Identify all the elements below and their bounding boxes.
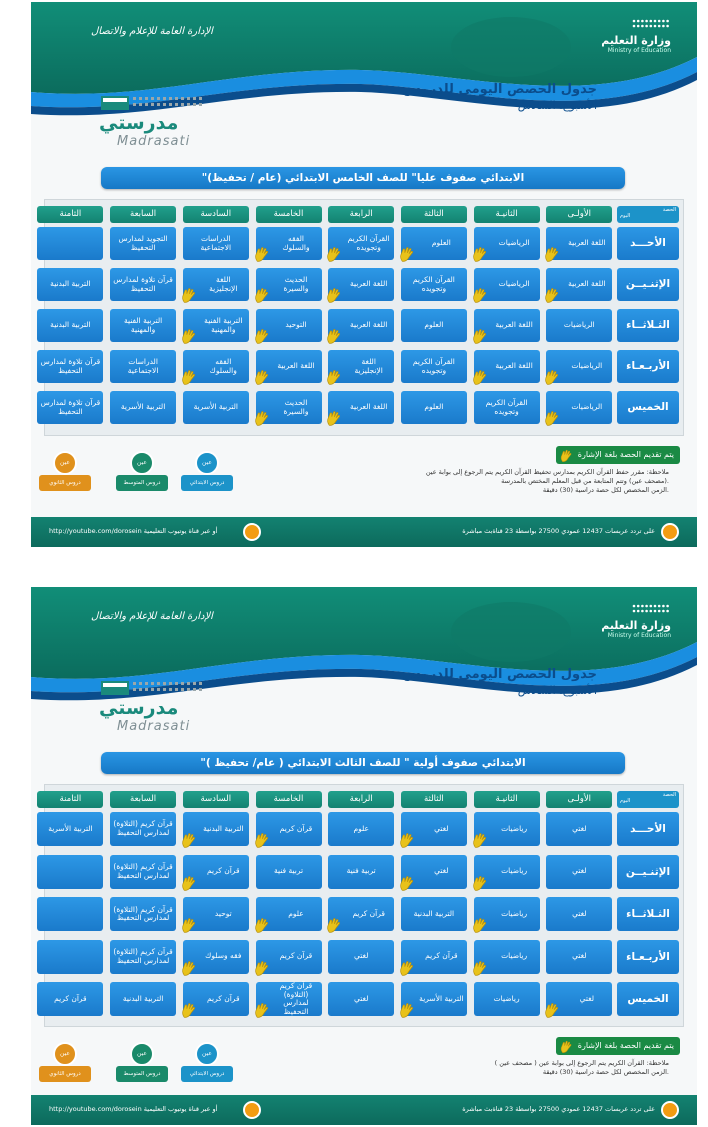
cell-subject: العلوم [424, 320, 444, 330]
schedule-cell [328, 940, 394, 974]
schedule-cell [401, 897, 467, 931]
cell-subject: قرآن تلاوة لمدارس التحفيظ [113, 274, 173, 293]
cell-subject: التربية الفنية والمهنية [204, 315, 243, 334]
cell-subject: لغتي [579, 994, 594, 1004]
sign-language-icon [253, 287, 270, 304]
cell-subject: اللغة العربية [495, 361, 533, 371]
cell-subject: العلوم [431, 238, 451, 248]
cell-subject: لغتي [434, 866, 449, 876]
ministry-logo [541, 18, 671, 54]
sign-language-icon [471, 287, 488, 304]
cell-subject: التربية البدنية [122, 994, 164, 1004]
schedule-cell [328, 227, 394, 260]
schedule-cell [110, 391, 176, 424]
schedule-cell [474, 982, 540, 1016]
badge-label: دروس المتوسط [116, 1066, 168, 1082]
schedule-cell [183, 812, 249, 846]
schedule-cell [183, 227, 249, 260]
schedule-cell [183, 309, 249, 342]
sign-language-icon [253, 369, 270, 386]
footer-bar [31, 517, 697, 547]
gov-text: الإدارة العامة للإعلام والاتصال [91, 26, 213, 37]
sign-language-text: يتم تقديم الحصة بلغة الإشارة [577, 1041, 674, 1050]
schedule-cell [183, 350, 249, 383]
sign-language-icon [253, 246, 270, 263]
day-label: الإثنـيــن [617, 268, 679, 301]
period-header: الرابعة [328, 206, 394, 223]
schedule-cell [401, 982, 467, 1016]
schedule-cell [37, 391, 103, 424]
schedule-cell [110, 227, 176, 260]
schedule-cell [110, 812, 176, 846]
schedule-cell [474, 897, 540, 931]
week-label: الأسبوع: السادس [517, 99, 597, 112]
logo-text-ar: مدرستي [99, 112, 179, 134]
schedule-cell [183, 391, 249, 424]
badge-label: دروس الابتدائي [181, 1066, 233, 1082]
satellite-frequency-text: على تردد عربسات 12437 عمودي 27500 بواسطة 23 قناةبث مباشرة [462, 1105, 655, 1113]
schedule-cell [328, 350, 394, 383]
schedule-cell [401, 309, 467, 342]
cell-subject: القرآن الكريم وتجويده [347, 233, 390, 252]
sign-language-icon [253, 328, 270, 345]
cell-subject: التربية البدنية [50, 279, 91, 289]
logo-text-en: Madrasati [117, 719, 191, 734]
cell-subject: قرآن كريم [279, 951, 313, 961]
sign-language-icon [180, 328, 197, 345]
youtube-channel-text[interactable]: http://youtube.com/dorosein أو عبر قناة يوتيوب التعليمية [49, 527, 218, 535]
schedule-cell [110, 309, 176, 342]
cell-subject: علوم [353, 823, 369, 833]
schedule-cell [256, 391, 322, 424]
cell-subject: الرياضيات [571, 402, 603, 412]
schedule-cell [401, 268, 467, 301]
cell-subject: التربية البدنية [413, 908, 455, 918]
cell-subject: توحيد [214, 908, 232, 918]
cell-subject: قرآن كريم [207, 866, 240, 876]
period-header: الثالثة [401, 206, 467, 223]
period-header: الثانيـة [474, 206, 540, 223]
schedule-poster-grade5 [31, 2, 697, 547]
period-header: الرابعة [328, 791, 394, 808]
cell-subject: قرآن كريم [425, 951, 458, 961]
middle-lessons-badge[interactable] [116, 1042, 168, 1082]
sign-language-icon [559, 449, 573, 463]
schedule-cell [37, 309, 103, 342]
sign-language-icon [325, 410, 342, 427]
schedule-cell [401, 391, 467, 424]
cell-subject: تربية فنية [346, 866, 376, 876]
corner-day-label: اليوم [620, 213, 631, 219]
secondary-lessons-badge[interactable] [39, 451, 91, 491]
ministry-logo [541, 603, 671, 639]
sign-language-icon [543, 287, 560, 304]
corner-period-label: الحصة [662, 207, 676, 213]
period-header: السابعة [110, 206, 176, 223]
schedule-cell [474, 940, 540, 974]
ein-logo: عين [53, 1042, 77, 1066]
cell-subject: اللغة العربية [277, 361, 315, 371]
schedule-cell [183, 940, 249, 974]
madrasati-logo [99, 677, 219, 737]
cell-subject: لغتي [572, 823, 587, 833]
logo-text-en: Madrasati [117, 134, 191, 149]
sign-language-icon [471, 917, 488, 934]
schedule-cell [256, 350, 322, 383]
day-label: الأربـعـاء [617, 350, 679, 383]
cell-subject: الرياضيات [571, 361, 603, 371]
corner-period-label: الحصة [662, 792, 676, 798]
week-label: الأسبوع: السادس [517, 684, 597, 697]
sign-language-icon [543, 410, 560, 427]
cell-subject: الرياضيات [498, 238, 530, 248]
cell-subject: قرآن كريم [207, 994, 240, 1004]
cell-subject: قرآن كريم [279, 823, 313, 833]
sign-language-icon [398, 960, 415, 977]
schedule-cell [37, 227, 103, 260]
cell-subject: لغتي [572, 908, 587, 918]
schedule-cell [328, 268, 394, 301]
period-header: الثامنة [37, 791, 103, 808]
cell-subject: فقه وسلوك [205, 951, 242, 961]
gov-text: الإدارة العامة للإعلام والاتصال [91, 611, 213, 622]
sign-language-icon [471, 960, 488, 977]
cell-subject: رياضيات [493, 994, 520, 1004]
cell-subject: اللغة الإنجليزية [209, 274, 238, 293]
cell-subject: رياضيات [501, 866, 528, 876]
cell-subject: التربية الأسرية [48, 823, 93, 833]
day-label: الأحـــد [617, 227, 679, 260]
schedule-cell [401, 940, 467, 974]
schedule-cell [110, 268, 176, 301]
schedule-cell [328, 982, 394, 1016]
cell-subject: قرآن كريم (التلاوة) لمدارس التحفيظ [113, 904, 173, 923]
cell-subject: التربية البدنية [50, 320, 91, 330]
sign-language-icon [325, 287, 342, 304]
period-header: الثانيـة [474, 791, 540, 808]
sign-language-icon [180, 1002, 197, 1019]
cell-subject: علوم [288, 908, 304, 918]
schedule-cell [546, 897, 612, 931]
schedule-cell [110, 940, 176, 974]
page-title: جدول الحصص اليومي للدروس [402, 82, 597, 97]
cell-subject: قرآن تلاوة لمدارس التحفيظ [40, 356, 101, 375]
grade-banner: "الابتدائي صفوف أولية " للصف الثالث الابتدائي ( عام/ تحفيظ ) [101, 752, 625, 774]
schedule-cell [546, 982, 612, 1016]
ministry-name-ar: وزارة التعليم [601, 619, 671, 632]
ein-logo: عين [195, 451, 219, 475]
schedule-cell [401, 812, 467, 846]
sign-language-icon [398, 832, 415, 849]
sign-language-icon [471, 832, 488, 849]
satellite-frequency-text: على تردد عربسات 12437 عمودي 27500 بواسطة 23 قناةبث مباشرة [462, 527, 655, 535]
sign-language-icon [543, 1002, 560, 1019]
day-label: الخميس [617, 391, 679, 424]
logo-text-ar: مدرستي [99, 697, 179, 719]
cell-subject: التجويد لمدارس التحفيظ [118, 233, 168, 252]
schedule-cell [37, 940, 103, 974]
schedule-cell [256, 897, 322, 931]
schedule-cell [401, 855, 467, 889]
schedule-cell [256, 227, 322, 260]
ein-logo: عين [130, 451, 154, 475]
sign-language-icon [253, 410, 270, 427]
sign-language-icon [180, 875, 197, 892]
youtube-channel-text[interactable]: http://youtube.com/dorosein أو عبر قناة يوتيوب التعليمية [49, 1105, 218, 1113]
sign-language-icon [325, 328, 342, 345]
sign-language-icon [559, 1040, 573, 1054]
sign-language-icon [253, 917, 270, 934]
sign-language-icon [180, 917, 197, 934]
schedule-notes [419, 1059, 669, 1077]
schedule-cell [546, 391, 612, 424]
cell-subject: الدراسات الاجتماعية [127, 356, 159, 375]
period-header: السابعة [110, 791, 176, 808]
ein-logo: عين [195, 1042, 219, 1066]
schedule-table [40, 199, 684, 436]
cell-subject: اللغة العربية [495, 320, 533, 330]
title-block [403, 82, 597, 112]
cell-subject: رياضيات [501, 908, 528, 918]
sign-language-icon [325, 246, 342, 263]
day-label: الإثنـيــن [617, 855, 679, 889]
cell-subject: الدراسات الاجتماعية [200, 233, 232, 252]
cell-subject: لغتي [353, 994, 369, 1004]
cell-subject: رياضيات [501, 951, 528, 961]
note-line: ملاحظة: مقرر حفظ القرآن الكريم بمدارس تحفيظ القرآن الكريم يتم الرجوع إلى بوابة عين (مصحف عين) وتتم المتابعة من قبل المعلم المختص بالمدرسة. [425, 468, 669, 485]
madrasati-logo [99, 92, 219, 152]
sign-language-icon [471, 875, 488, 892]
note-line: ملاحظة: القرآن الكريم يتم الرجوع إلى بوابة عين ( مصحف عين ) [494, 1059, 669, 1067]
sign-language-icon [180, 960, 197, 977]
schedule-cell [110, 982, 176, 1016]
schedule-cell [546, 309, 612, 342]
period-header: الأولـى [546, 791, 612, 808]
cell-subject: اللغة العربية [568, 238, 606, 248]
ein-channel-icon [243, 1101, 261, 1119]
page-title: جدول الحصص اليومي للدروس [402, 667, 597, 682]
schedule-cell [37, 350, 103, 383]
period-header: الثامنة [37, 206, 103, 223]
cell-subject: اللغة العربية [350, 402, 388, 412]
schedule-cell [474, 812, 540, 846]
sign-language-text: يتم تقديم الحصة بلغة الإشارة [577, 450, 674, 459]
day-label: الثـلاثــاء [617, 309, 679, 342]
schedule-cell [110, 897, 176, 931]
schedule-cell [37, 982, 103, 1016]
cell-subject: القرآن الكريم وتجويده [412, 356, 455, 375]
ein-logo: عين [53, 451, 77, 475]
schedule-cell [328, 391, 394, 424]
schedule-cell [183, 855, 249, 889]
cell-subject: قرآن كريم (التلاوة) لمدارس التحفيظ [113, 947, 173, 965]
cell-subject: اللغة الإنجليزية [354, 356, 383, 375]
sign-language-icon [253, 1002, 270, 1019]
schedule-cell [37, 855, 103, 889]
sign-language-icon [180, 832, 197, 849]
cell-subject: التربية الفنية والمهنية [123, 315, 163, 334]
schedule-cell [474, 391, 540, 424]
schedule-cell [474, 309, 540, 342]
schedule-cell [37, 268, 103, 301]
schedule-cell [328, 309, 394, 342]
sign-language-icon [180, 369, 197, 386]
cell-subject: القرآن الكريم وتجويده [485, 397, 528, 416]
period-header: الثالثة [401, 791, 467, 808]
cell-subject: الرياضيات [498, 279, 530, 289]
cell-subject: التربية البدنية [203, 823, 244, 833]
schedule-notes [419, 468, 669, 494]
sign-language-note [556, 1037, 680, 1055]
badge-label: دروس الابتدائي [181, 475, 233, 491]
cell-subject: قرآن كريم [54, 994, 87, 1004]
sign-language-icon [398, 875, 415, 892]
cell-subject: قرآن تلاوة لمدارس التحفيظ [40, 397, 101, 416]
ministry-name-ar: وزارة التعليم [601, 34, 671, 47]
day-label: الأربـعـاء [617, 940, 679, 974]
schedule-cell [256, 812, 322, 846]
ein-channel-icon [243, 523, 261, 541]
schedule-cell [110, 855, 176, 889]
schedule-cell [474, 855, 540, 889]
sign-language-icon [325, 917, 342, 934]
cell-subject: لغتي [572, 951, 587, 961]
schedule-cell [401, 227, 467, 260]
badge-label: دروس المتوسط [116, 475, 168, 491]
corner-cell [617, 791, 679, 808]
schedule-cell [183, 982, 249, 1016]
period-header: الأولـى [546, 206, 612, 223]
sign-language-icon [325, 369, 342, 386]
ein-tv-icon [661, 1101, 679, 1119]
ein-tv-icon [661, 523, 679, 541]
schedule-poster-grade3 [31, 587, 697, 1125]
badge-label: دروس الثانوي [39, 1066, 91, 1082]
sign-language-icon [471, 328, 488, 345]
corner-day-label: اليوم [620, 798, 631, 804]
schedule-table [44, 784, 684, 1027]
schedule-cell [546, 350, 612, 383]
note-line: الزمن المخصص لكل حصة دراسية (30) دقيقة. [542, 485, 669, 494]
cell-subject: الحديث والسيرة [283, 274, 309, 293]
period-header: الخامسة [256, 206, 322, 223]
ein-logo: عين [130, 1042, 154, 1066]
day-label: الأحـــد [617, 812, 679, 846]
cell-subject: لغتي [353, 951, 369, 961]
cell-subject: القرآن الكريم وتجويده [412, 274, 455, 293]
cell-subject: العلوم [424, 402, 444, 412]
cell-subject: الرياضيات [563, 320, 595, 330]
period-header: السادسة [183, 206, 249, 223]
schedule-cell [37, 897, 103, 931]
schedule-cell [546, 855, 612, 889]
middle-lessons-badge[interactable] [116, 451, 168, 491]
sign-language-icon [471, 246, 488, 263]
schedule-cell [474, 350, 540, 383]
cell-subject: التوحيد [285, 320, 307, 330]
schedule-cell [256, 268, 322, 301]
schedule-cell [401, 350, 467, 383]
sign-language-icon [471, 369, 488, 386]
cell-subject: لغتي [434, 823, 449, 833]
schedule-cell [474, 268, 540, 301]
cell-subject: لغتي [572, 866, 587, 876]
corner-cell [617, 206, 679, 223]
cell-subject: الحديث والسيرة [283, 397, 309, 416]
sign-language-icon [253, 960, 270, 977]
schedule-cell [546, 812, 612, 846]
schedule-cell [328, 897, 394, 931]
sign-language-icon [543, 246, 560, 263]
period-header: السادسة [183, 791, 249, 808]
grade-banner: "الابتدائي صفوف عليا" للصف الخامس الابتدائي (عام / تحفيظ) [101, 167, 625, 189]
ministry-name-en: Ministry of Education [607, 632, 671, 639]
ministry-name-en: Ministry of Education [607, 47, 671, 54]
cell-subject: قرآن كريم (التلاوة) لمدارس التحفيظ [113, 819, 173, 837]
secondary-lessons-badge[interactable] [39, 1042, 91, 1082]
primary-lessons-badge[interactable] [181, 1042, 233, 1082]
cell-subject: اللغة العربية [350, 279, 388, 289]
cell-subject: الفقه والسلوك [282, 233, 310, 252]
cell-subject: تربية فنية [273, 866, 304, 876]
schedule-cell [474, 227, 540, 260]
schedule-cell [256, 309, 322, 342]
title-block [403, 667, 597, 697]
period-header: الخامسة [256, 791, 322, 808]
cell-subject: اللغة العربية [568, 279, 606, 289]
sign-language-icon [543, 369, 560, 386]
schedule-cell [256, 982, 322, 1016]
schedule-cell [546, 268, 612, 301]
schedule-cell [37, 812, 103, 846]
schedule-cell [256, 855, 322, 889]
sign-language-icon [253, 832, 270, 849]
sign-language-icon [398, 246, 415, 263]
cell-subject: قرآن كريم (التلاوة) لمدارس التحفيظ [279, 981, 313, 1017]
badge-label: دروس الثانوي [39, 475, 91, 491]
sign-language-note [556, 446, 680, 464]
schedule-cell [183, 897, 249, 931]
cell-subject: قرآن كريم (التلاوة) لمدارس التحفيظ [113, 861, 173, 880]
day-label: الثـلاثــاء [617, 897, 679, 931]
cell-subject: التربية الأسرية [193, 402, 238, 412]
schedule-cell [256, 940, 322, 974]
schedule-cell [110, 350, 176, 383]
footer-bar [31, 1095, 697, 1125]
cell-subject: التربية الأسرية [120, 402, 166, 412]
cell-subject: الفقه والسلوك [209, 356, 237, 375]
cell-subject: رياضيات [501, 823, 528, 833]
primary-lessons-badge[interactable] [181, 451, 233, 491]
schedule-cell [183, 268, 249, 301]
cell-subject: اللغة العربية [350, 320, 388, 330]
schedule-cell [328, 812, 394, 846]
note-line: الزمن المخصص لكل حصة دراسية (30) دقيقة. [542, 1067, 669, 1076]
cell-subject: قرآن كريم [352, 908, 385, 918]
schedule-cell [328, 855, 394, 889]
day-label: الخميس [617, 982, 679, 1016]
sign-language-icon [180, 287, 197, 304]
cell-subject: التربية الأسرية [419, 994, 464, 1004]
schedule-cell [546, 940, 612, 974]
schedule-cell [546, 227, 612, 260]
sign-language-icon [398, 1002, 415, 1019]
